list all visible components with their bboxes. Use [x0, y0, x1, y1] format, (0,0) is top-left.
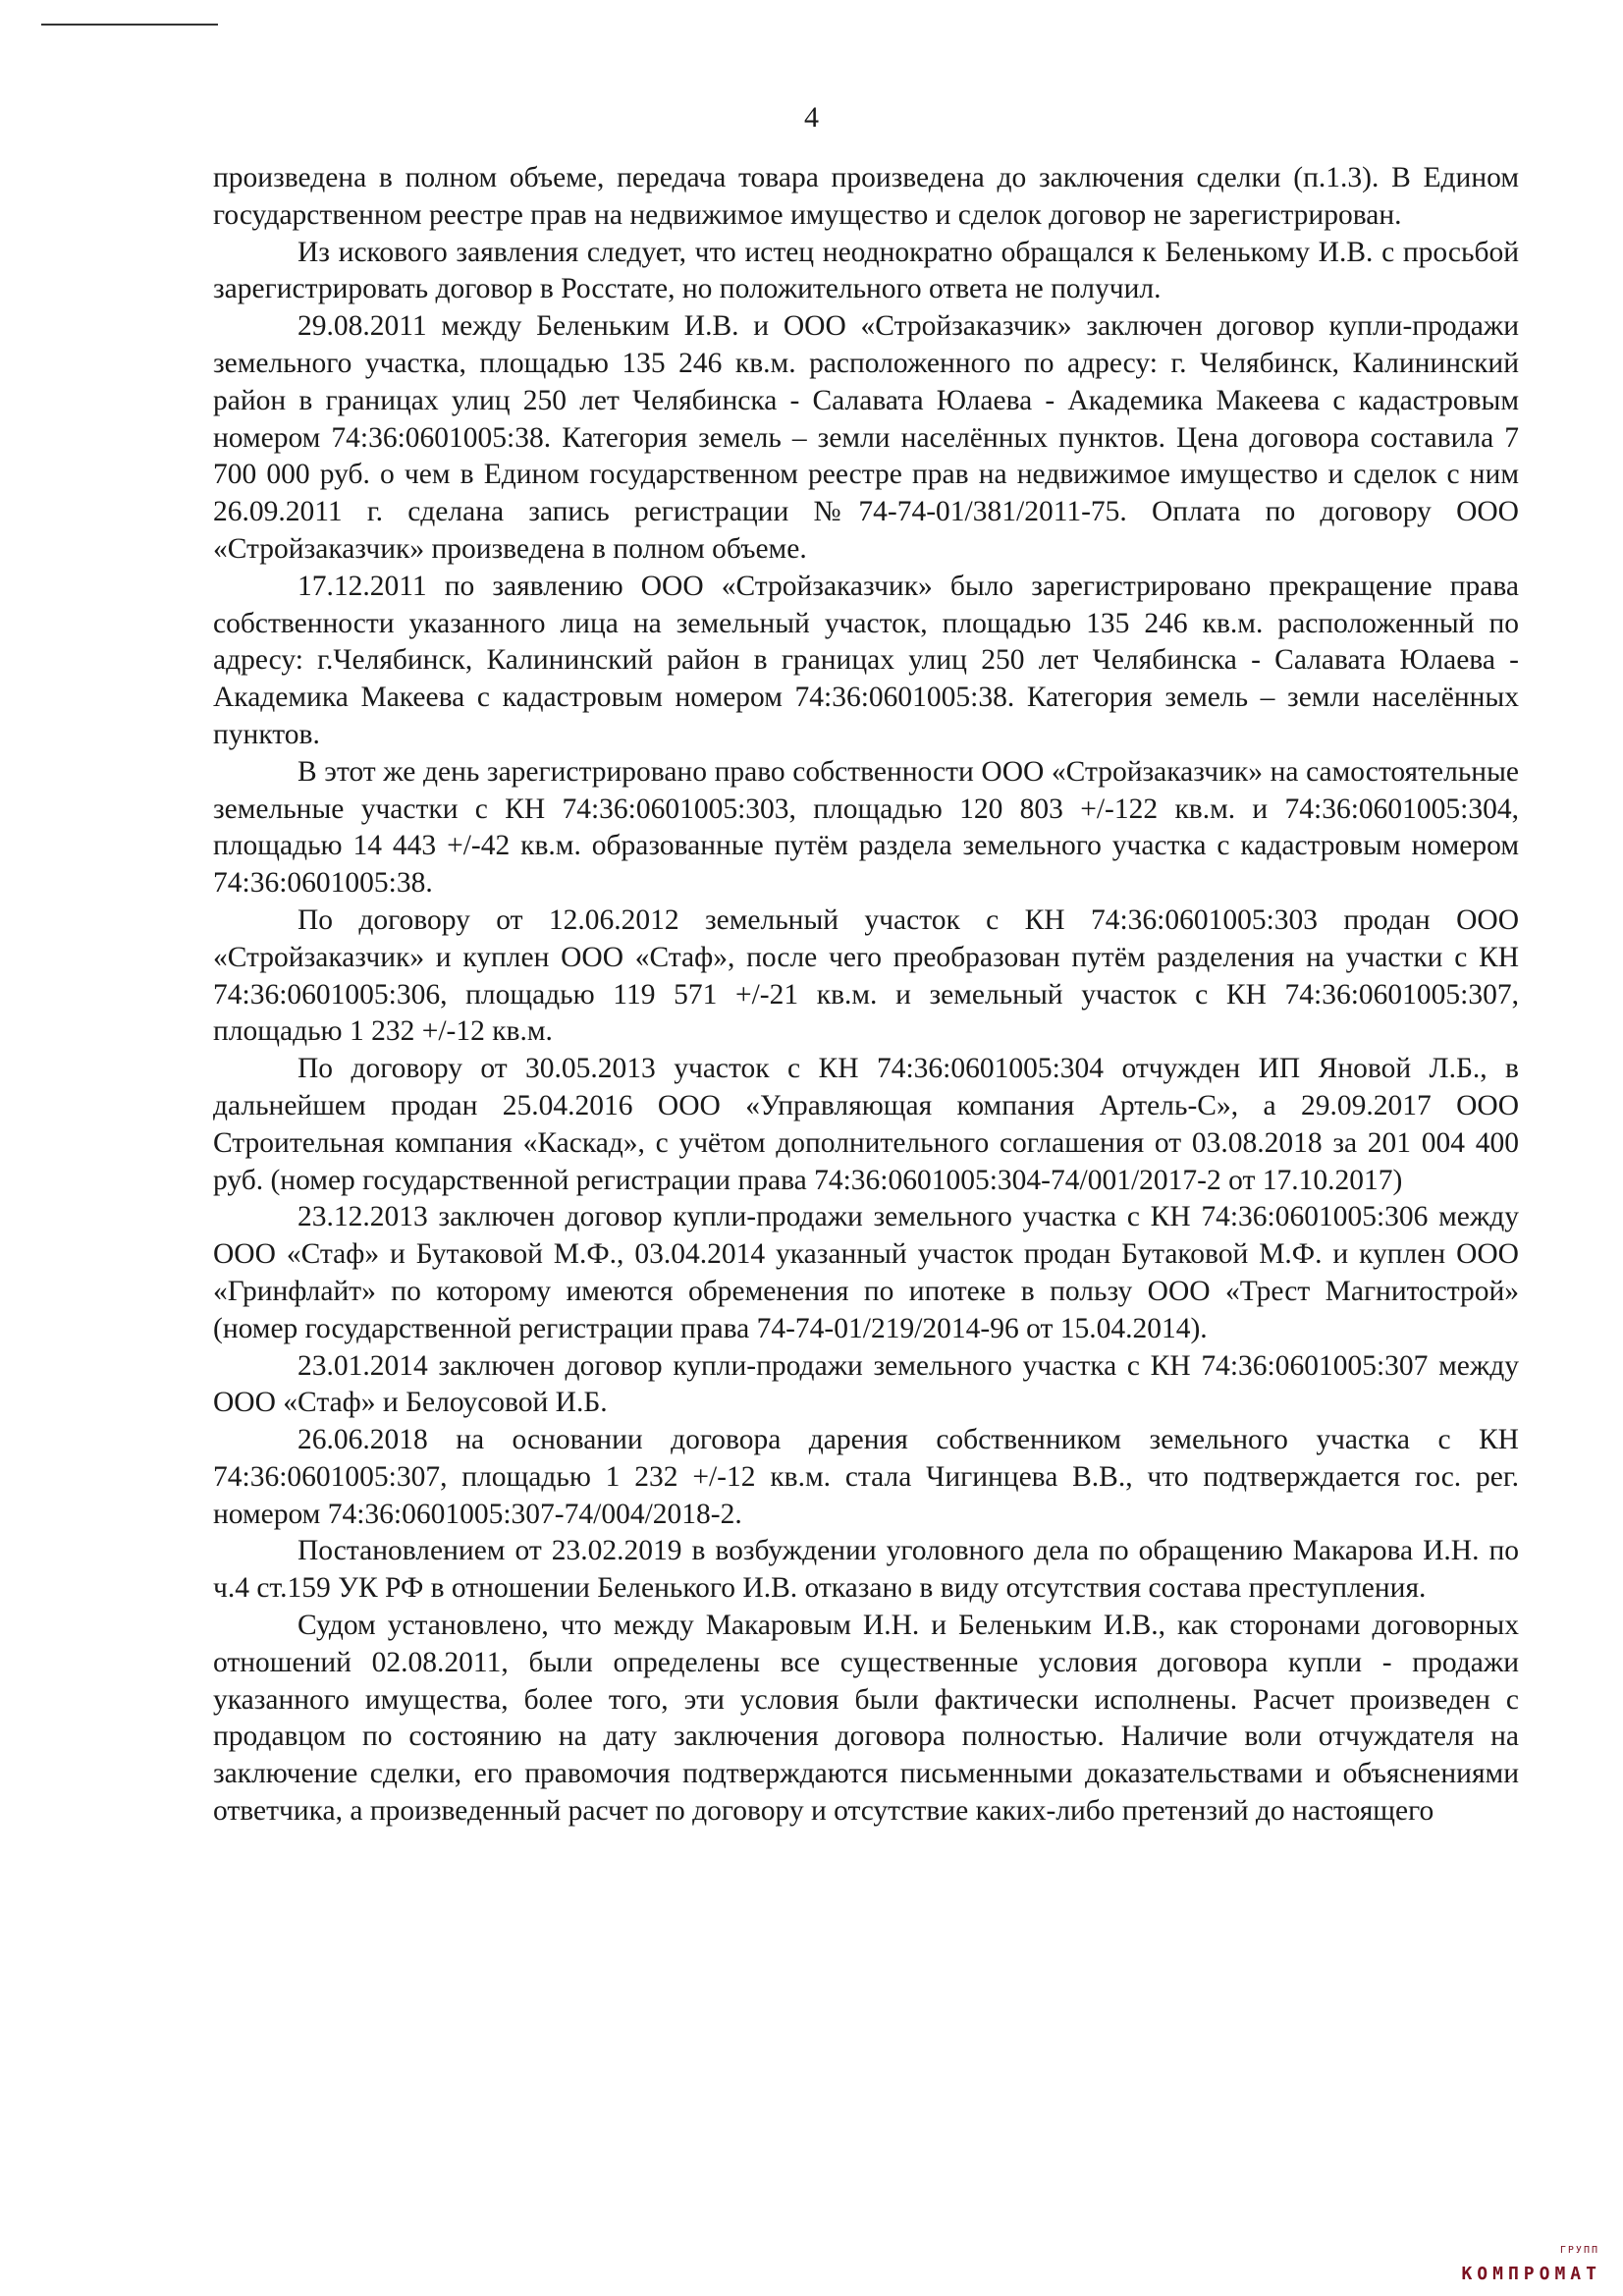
paragraph: 23.12.2013 заключен договор купли-продажи земельного участка с КН 74:36:0601005:306 между ООО «Стаф» и Бутаковой М.Ф., 03.04.2014 указанный участок продан Бутаковой М.Ф. и куплен ООО «Гринфлайт» по которому имеются обременения по ипотеке в пользу ООО «Трест Магнитострой» (номер государственной регистрации права 74-74-01/219/2014-96 от 15.04.2014). [213, 1201, 1519, 1344]
paragraph: 26.06.2018 на основании договора дарения собственником земельного участка с КН 74:36:0601005:307, площадью 1 232 +/-12 кв.м. стала Чигинцева В.В., что подтверждается гос. рег. номером 74:36:0601005:307-74/004/2018-2. [213, 1424, 1519, 1530]
page-number: 4 [804, 101, 819, 134]
paragraph: По договору от 30.05.2013 участок с КН 74:36:0601005:304 отчужден ИП Яновой Л.Б., в дальнейшем продан 25.04.2016 ООО «Управляющая компания Артель-С», а 29.09.2017 ООО Строительная компания «Каскад», с учётом дополнительного соглашения от 03.08.2018 за 201 004 400 руб. (номер государственной регистрации права 74:36:0601005:304-74/001/2017-2 от 17.10.2017) [213, 1053, 1519, 1196]
watermark-main-text: КОМПРОМАТ [1461, 2264, 1601, 2284]
paragraph: Из искового заявления следует, что истец неоднократно обращался к Беленькому И.В. с просьбой зарегистрировать договор в Росстате, но положительного ответа не получил. [213, 236, 1519, 305]
paragraph: По договору от 12.06.2012 земельный участок с КН 74:36:0601005:303 продан ООО «Стройзаказчик» и куплен ООО «Стаф», после чего преобразован путём разделения на участки с КН 74:36:0601005:306, площадью 119 571 +/-21 кв.м. и земельный участок с КН 74:36:0601005:307, площадью 1 232 +/-12 кв.м. [213, 903, 1519, 1048]
document-body [213, 160, 1519, 1831]
top-rule [41, 24, 218, 26]
paragraph: 29.08.2011 между Беленьким И.В. и ООО «Стройзаказчик» заключен договор купли-продажи земельного участка, площадью 135 246 кв.м. расположенного по адресу: г. Челябинск, Калининский район в границах улиц 250 лет Челябинска - Салавата Юлаева - Академика Макеева с кадастровым номером 74:36:0601005:38. Категория земель – земли населённых пунктов. Цена договора составила 7 700 000 руб. о чем в Едином государственном реестре прав на недвижимое имущество и сделок с ним 26.09.2011 г. сделана запись регистрации №74-74-01/381/2011-75. Оплата по договору ООО «Стройзаказчик» произведена в полном объеме. [213, 310, 1519, 565]
watermark [1415, 2245, 1601, 2284]
paragraph: Постановлением от 23.02.2019 в возбуждении уголовного дела по обращению Макарова И.Н. по ч.4 ст.159 УК РФ в отношении Беленького И.В. отказано в виду отсутствия состава преступления. [213, 1535, 1519, 1605]
paragraph: произведена в полном объеме, передача товара произведена до заключения сделки (п.1.3). В Едином государственном реестре прав на недвижимое имущество и сделок договор не зарегистрирован. [213, 162, 1519, 231]
paragraph: 17.12.2011 по заявлению ООО «Стройзаказчик» было зарегистрировано прекращение права собственности указанного лица на земельный участок, площадью 135 246 кв.м. расположенный по адресу: г.Челябинск, Калининский район в границах улиц 250 лет Челябинска - Салавата Юлаева - Академика Макеева с кадастровым номером 74:36:0601005:38. Категория земель – земли населённых пунктов. [213, 570, 1519, 750]
watermark-small-text: ГРУПП [1559, 2245, 1599, 2256]
paragraph: Судом установлено, что между Макаровым И.Н. и Беленьким И.В., как сторонами договорных отношений 02.08.2011, были определены все существенные условия договора купли - продажи указанного имущества, более того, эти условия были фактически исполнены. Расчет произведен с продавцом по состоянию на дату заключения договора полностью. Наличие воли отчуждателя на заключение сделки, его правомочия подтверждаются письменными доказательствами и объяснениями ответчика, а произведенный расчет по договору и отсутствие каких-либо претензий до настоящего [213, 1610, 1519, 1828]
paragraph: 23.01.2014 заключен договор купли-продажи земельного участка с КН 74:36:0601005:307 между ООО «Стаф» и Белоусовой И.Б. [213, 1349, 1519, 1419]
paragraph: В этот же день зарегистрировано право собственности ООО «Стройзаказчик» на самостоятельные земельные участки с КН 74:36:0601005:303, площадью 120 803 +/-122 кв.м. и 74:36:0601005:304, площадью 14 443 +/-42 кв.м. образованные путём раздела земельного участка с кадастровым номером 74:36:0601005:38. [213, 755, 1519, 900]
